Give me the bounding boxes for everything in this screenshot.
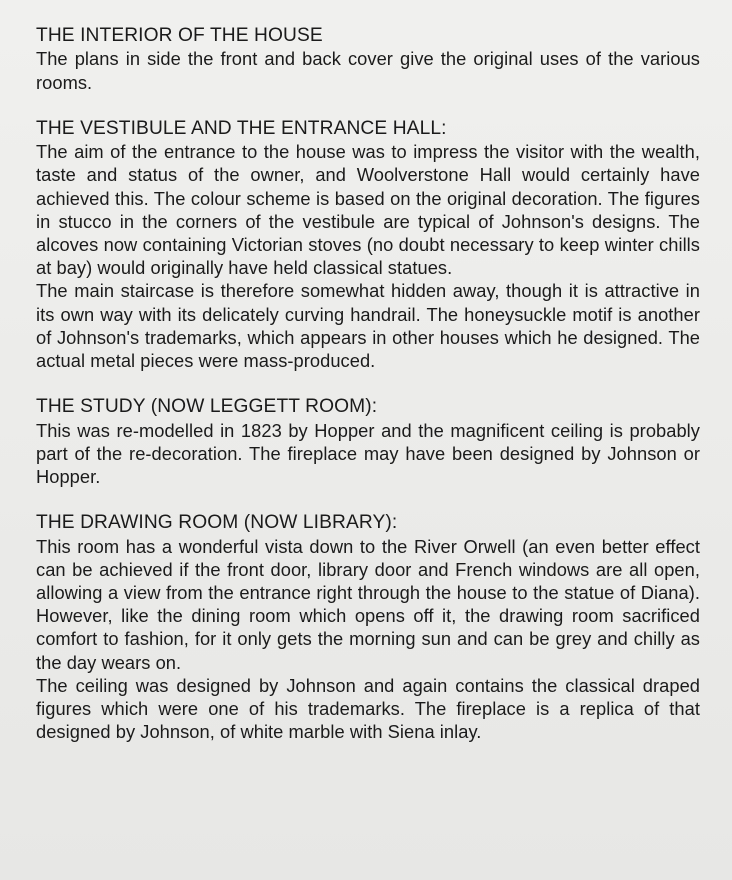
section-paragraph: The ceiling was designed by Johnson and again contains the classical draped figures which were one of his trademarks. The fireplace is a replica of that designed by Johnson, of white marble with Siena inlay.: [36, 674, 700, 743]
section-paragraph: The aim of the entrance to the house was to impress the visitor with the wealth, taste and status of the owner, and Woolverstone Hall would certainly have achieved this. The colour scheme is based on the original decoration. The figures in stucco in the corners of the vestibule are typical of Johnson's designs. The alcoves now containing Victorian stoves (no doubt necessary to keep winter chills at bay) would originally have held classical statues.: [36, 141, 700, 279]
section-interior: [36, 24, 700, 94]
section-heading: THE INTERIOR OF THE HOUSE: [36, 25, 323, 46]
section-paragraph: The plans in side the front and back cover give the original uses of the various rooms.: [36, 48, 700, 93]
section-vestibule: [36, 117, 700, 372]
section-heading: THE STUDY (NOW LEGGETT ROOM):: [36, 396, 378, 418]
section-paragraph: The main staircase is therefore somewhat hidden away, though it is attractive in its own way with its delicately curving handrail. The honeysuckle motif is another of Johnson's trademarks, which appears in other houses which he designed. The actual metal pieces were mass-produced.: [36, 280, 700, 372]
section-heading: THE DRAWING ROOM (NOW LIBRARY):: [36, 512, 398, 534]
section-drawing-room: [36, 511, 700, 743]
section-paragraph: This room has a wonderful vista down to the River Orwell (an even better effect can be achieved if the front door, library door and French windows are all open, allowing a view from the entrance right through the house to the statue of Diana). However, like the dining room which opens off it, the drawing room sacrificed comfort to fashion, for it only gets the morning sun and can be grey and chilly as the day wears on.: [36, 535, 700, 673]
section-study: [36, 395, 700, 488]
section-heading: THE VESTIBULE AND THE ENTRANCE HALL:: [36, 117, 447, 139]
section-paragraph: This was re-modelled in 1823 by Hopper and the magnificent ceiling is probably part of the re-decoration. The fireplace may have been designed by Johnson or Hopper.: [36, 419, 700, 488]
